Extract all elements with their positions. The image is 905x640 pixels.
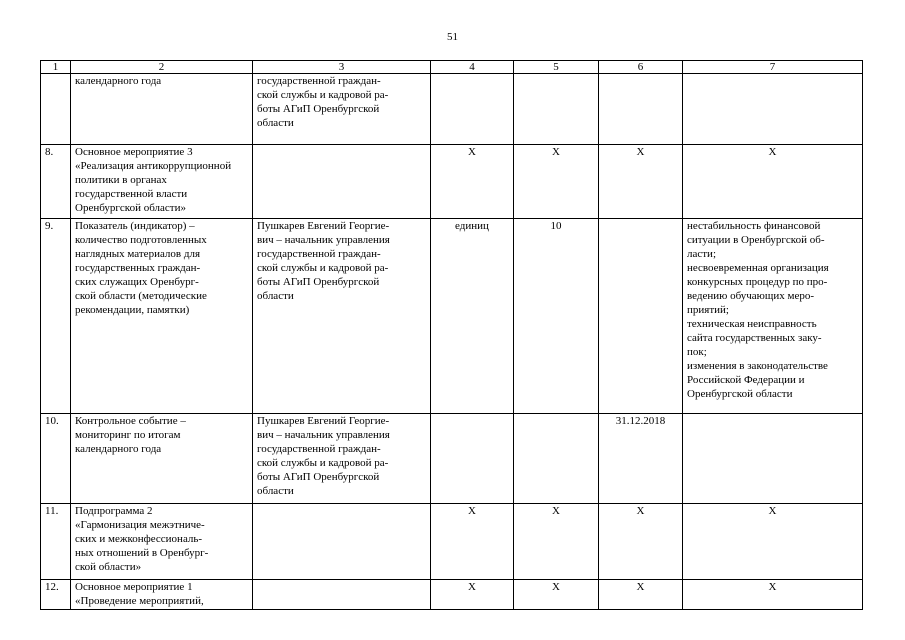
row-number: 11.	[41, 504, 71, 580]
cell-col5	[514, 414, 599, 504]
event-name: Основное мероприятие 3 «Реализация антикоррупционной политики в органах государственной власти Оренбургской области»	[71, 145, 253, 219]
cell-col7	[683, 414, 863, 504]
responsible-person: Пушкарев Евгений Георгие- вич – начальник управления государственной граждан- ской службы и кадровой ра- боты АГиП Оренбургской области	[253, 219, 431, 414]
cell-col6	[599, 74, 683, 145]
cell-col6: X	[599, 580, 683, 610]
table-row	[41, 74, 863, 145]
column-header-2: 2	[71, 61, 253, 74]
column-header-1: 1	[41, 61, 71, 74]
cell-col6: 31.12.2018	[599, 414, 683, 504]
table-row	[41, 504, 863, 580]
event-name: Контрольное событие – мониторинг по итогам календарного года	[71, 414, 253, 504]
table-row	[41, 580, 863, 610]
cell-col5: X	[514, 504, 599, 580]
row-number	[41, 74, 71, 145]
responsible-person	[253, 145, 431, 219]
column-header-3: 3	[253, 61, 431, 74]
cell-col5: X	[514, 145, 599, 219]
row-number: 9.	[41, 219, 71, 414]
column-header-5: 5	[514, 61, 599, 74]
cell-col7: X	[683, 580, 863, 610]
column-header-6: 6	[599, 61, 683, 74]
cell-col7	[683, 74, 863, 145]
cell-col4: X	[431, 504, 514, 580]
cell-col7: X	[683, 504, 863, 580]
cell-col4	[431, 74, 514, 145]
column-header-7: 7	[683, 61, 863, 74]
cell-col4: X	[431, 145, 514, 219]
responsible-person	[253, 504, 431, 580]
row-number: 12.	[41, 580, 71, 610]
cell-col4: единиц	[431, 219, 514, 414]
table-header-row	[41, 61, 863, 74]
responsible-person: государственной граждан- ской службы и кадровой ра- боты АГиП Оренбургской области	[253, 74, 431, 145]
plan-table	[40, 60, 863, 610]
cell-col7: нестабильность финансовой ситуации в Оренбургской об- ласти; несвоевременная организация конкурсных процедур по про- ведению обучающих меро- приятий; техническая неисправность сайта государственных заку- пок; изменения в законодательстве Российской Федерации и Оренбургской области	[683, 219, 863, 414]
event-name: Показатель (индикатор) – количество подготовленных наглядных материалов для государственных граждан- ских служащих Оренбург- ской области (методические рекомендации, памятки)	[71, 219, 253, 414]
table-row	[41, 414, 863, 504]
cell-col5: X	[514, 580, 599, 610]
page-number: 51	[447, 31, 458, 43]
responsible-person: Пушкарев Евгений Георгие- вич – начальник управления государственной граждан- ской службы и кадровой ра- боты АГиП Оренбургской области	[253, 414, 431, 504]
row-number: 8.	[41, 145, 71, 219]
event-name: Подпрограмма 2 «Гармонизация межэтниче- ских и межконфессиональ- ных отношений в Оренбург- ской области»	[71, 504, 253, 580]
cell-col6	[599, 219, 683, 414]
cell-col5	[514, 74, 599, 145]
column-header-4: 4	[431, 61, 514, 74]
responsible-person	[253, 580, 431, 610]
event-name: календарного года	[71, 74, 253, 145]
cell-col6: X	[599, 145, 683, 219]
table-row	[41, 145, 863, 219]
event-name: Основное мероприятие 1 «Проведение мероприятий,	[71, 580, 253, 610]
table-row	[41, 219, 863, 414]
cell-col4	[431, 414, 514, 504]
row-number: 10.	[41, 414, 71, 504]
cell-col7: X	[683, 145, 863, 219]
cell-col6: X	[599, 504, 683, 580]
cell-col4: X	[431, 580, 514, 610]
cell-col5: 10	[514, 219, 599, 414]
